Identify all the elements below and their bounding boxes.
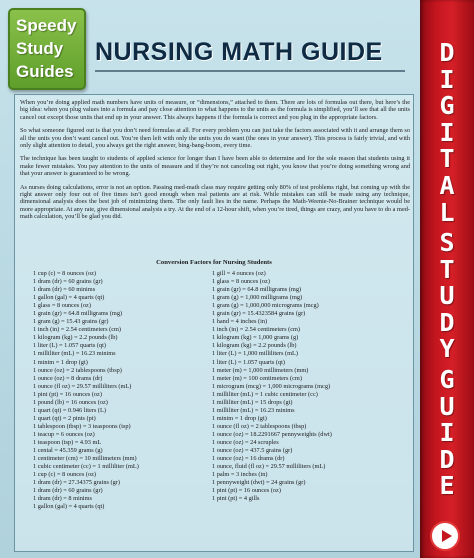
conversion-left-row: 1 quart (qt) = 0.946 liters (L) — [33, 406, 106, 414]
spine-letter: L — [439, 197, 455, 227]
logo-text-line-1: Speedy — [16, 16, 77, 35]
spine-band — [420, 0, 474, 558]
conversion-left-row: 1 minim = 1 drop (gt) — [33, 358, 88, 366]
conversion-right-row: 1 palm = 3 inches (in) — [212, 471, 268, 479]
conversion-left-row: 1 cental = 45.359 grams (g) — [33, 447, 103, 455]
intro-text — [20, 99, 410, 227]
intro-paragraph-2: So what someone figured out is that you don’t need formulas at all. For every problem you can just take the factors associated with it and arrange them so all the units you don’t want cancel out. You’re then left with only the units you do want (the ones in your answer). This process is fairly trivial, and with only slight attention to detail, you always get the right answer, bing-bang-boom, every time. — [20, 127, 410, 150]
intro-paragraph-4: As nurses doing calculations, error is not an option. Passing med-math class may require getting only 80% of test problems right, but coming up with the right answer only four out of five times isn’t good enough when real patients are at risk. While mistakes can still be made using any technique, dimensional analysis does the best job of minimizing them. The only fault lies in the name. Perhaps the Math-Weenie-No-Brainer technique would be more appropriate. At any rate, give dimensional analysis a try. At the end of a 12-hour shift, when you’re tired, things are crazy, and you have to do a med-math calculation, you’ll be glad you did. — [20, 183, 410, 221]
spine-title — [420, 40, 474, 500]
spine-letter: D — [439, 307, 455, 337]
conversion-right-row: 1 ounce (fl oz) = 2 tablespoons (tbsp) — [212, 422, 307, 430]
spine-letter: G — [439, 91, 455, 121]
conversion-right-row: 1 ounce (oz) = 16 drams (dr) — [212, 455, 285, 463]
spine-letter: U — [439, 391, 455, 421]
conversion-left-row: 1 cup (c) = 8 ounces (oz) — [33, 471, 96, 479]
conversion-left-row: 1 centimeter (cm) = 10 millimeters (mm) — [33, 455, 137, 463]
spine-letter: T — [439, 144, 455, 174]
conversion-right-row: 1 pint (pt) = 4 gills — [212, 495, 260, 503]
conversion-left-row: 1 cubic centimeter (cc) = 1 milliliter (mL) — [33, 463, 139, 471]
conversion-right-row: 1 ounce (oz) = 18.2291667 pennyweights (dwt) — [212, 430, 332, 438]
spine-letter: E — [439, 471, 455, 501]
conversion-left-row: 1 teacup = 6 ounces (oz) — [33, 430, 95, 438]
conversion-right-row: 1 kilogram (kg) = 1,000 grams (g) — [212, 334, 299, 342]
conversion-left-row: 1 grain (gr) = 64.8 milligrams (mg) — [33, 310, 123, 318]
conversion-left-row: 1 dram (dr) = 8 minims — [33, 495, 92, 503]
conversion-left-row: 1 tablespoon (tbsp) = 3 teaspoons (tsp) — [33, 422, 131, 430]
conversion-right-row: 1 meter (m) = 1,000 millimeters (mm) — [212, 366, 309, 374]
conversion-right-row: 1 inch (in) = 2.54 centimeters (cm) — [212, 326, 301, 334]
conversion-left-row: 1 dram (dr) = 60 grains (gr) — [33, 278, 103, 286]
title-underline — [95, 70, 405, 72]
conversion-left-row: 1 ounce (oz) = 8 drams (dr) — [33, 374, 103, 382]
cover-title: NURSING MATH GUIDE — [95, 38, 383, 66]
conversion-right-row: 1 meter (m) = 100 centimeters (cm) — [212, 374, 302, 382]
spine-letter: G — [439, 365, 455, 395]
conversion-right-row: 1 ounce (oz) = 437.5 grains (gr) — [212, 447, 293, 455]
conversion-right-row: 1 minim = 1 drop (gt) — [212, 414, 267, 422]
conversion-right-row: 1 gram (g) = 1,000 milligrams (mg) — [212, 294, 303, 302]
conversion-column-right — [212, 270, 412, 503]
conversion-right-row: 1 grain (gr) = 64.8 milligrams (mg) — [212, 286, 302, 294]
conversion-left-row: 1 dram (dr) = 60 grains (gr) — [33, 487, 103, 495]
conversion-left-row: 1 inch (in) = 2.54 centimeters (cm) — [33, 326, 122, 334]
conversion-right-row: 1 gill = 4 ounces (oz) — [212, 270, 266, 277]
spine-letter: Y — [439, 334, 455, 364]
logo-text-line-2: Study — [16, 39, 64, 58]
conversion-right-row: 1 liter (L) = 1,000 milliliters (mL) — [212, 350, 298, 358]
conversion-left-row: 1 gallon (gal) = 4 quarts (qt) — [33, 503, 105, 511]
conversion-left-row: 1 teaspoon (tsp) = 4.93 mL — [33, 438, 102, 446]
conversion-right-row: 1 hand = 4 inches (in) — [212, 318, 268, 326]
conversion-left-row: 1 quart (qt) = 2 pints (pt) — [33, 414, 96, 422]
conversion-left-row: 1 milliliter (mL) = 16.23 minims — [33, 350, 116, 358]
spine-letter: I — [439, 418, 455, 448]
conversion-right-row: 1 grain (gr) = 15.4323584 grains (gr) — [212, 310, 306, 318]
conversion-right-row: 1 kilogram (kg) = 2.2 pounds (lb) — [212, 342, 297, 350]
conversion-right-row: 1 milliliter (mL) = 16.23 minims — [212, 406, 295, 414]
spine-letter: T — [439, 254, 455, 284]
conversion-right-row: 1 pennyweight (dwt) = 24 grains (gr) — [212, 479, 306, 487]
conversion-left-row: 1 pound (lb) = 16 ounces (oz) — [33, 398, 108, 406]
conversion-column-left — [33, 270, 213, 511]
conversion-left-row: 1 gallon (gal) = 4 quarts (qt) — [33, 294, 105, 302]
speedy-study-guides-logo — [8, 8, 86, 90]
logo-text-line-3: Guides — [16, 62, 74, 81]
conversion-left-row: 1 pint (pt) = 16 ounces (oz) — [33, 390, 102, 398]
conversion-right-row: 1 milliliter (mL) = 15 drops (gt) — [212, 398, 293, 406]
conversion-right-row: 1 milliliter (mL) = 1 cubic centimeter (cc) — [212, 390, 318, 398]
spine-letter: D — [439, 38, 455, 67]
conversion-right-row: 1 microgram (mcg) = 1,000 micrograms (mcg) — [212, 382, 331, 390]
conversion-left-row: 1 dram (dr) = 60 minims — [33, 286, 96, 294]
conversion-right-row: 1 liter (L) = 1.057 quarts (qt) — [212, 358, 285, 366]
conversion-left-row: 1 gram (g) = 15.43 grains (gr) — [33, 318, 109, 326]
spine-letter: U — [439, 281, 455, 311]
conversion-left-row: 1 liter (L) = 1.057 quarts (qt) — [33, 342, 106, 350]
conversion-left-row: 1 cup (c) = 8 ounces (oz) — [33, 270, 96, 277]
conversion-left-row: 1 glass = 8 ounces (oz) — [33, 302, 91, 310]
conversion-right-row: 1 gram (g) = 1,000,000 micrograms (mcg) — [212, 302, 319, 310]
conversion-left-row: 1 dram (dr) = 27.34375 grains (gr) — [33, 479, 120, 487]
spine-letter: A — [439, 170, 455, 200]
conversion-right-row: 1 ounce (oz) = 24 scruples — [212, 438, 279, 446]
conversion-left-row: 1 kilogram (kg) = 2.2 pounds (lb) — [33, 334, 118, 342]
intro-paragraph-3: The technique has been taught to students of applied science for longer than I have been able to determine and for the sole reason that students using it make fewer mistakes. You pay attention to the units of measure and if they’re not canceling out right, you know that you’re doing something wrong and that your answer is guaranteed to be wrong. — [20, 155, 410, 178]
spine-letter: S — [439, 228, 455, 258]
spine-letter: I — [439, 117, 455, 147]
conversion-left-row: 1 ounce (fl oz) = 29.57 milliliters (mL) — [33, 382, 132, 390]
conversion-right-row: 1 ounce, fluid (fl oz) = 29.57 milliliters (mL) — [212, 463, 326, 471]
spine-badge — [430, 521, 460, 551]
intro-paragraph-1: When you’re doing applied math numbers have units of measure, or “dimensions,” attached to them. There are lots of formulas out there, but here’s the big idea: when you plug values into a formula and pay close attention to what happens to the units as the formula is simplified, you’ll see that all the units cancel out except those units that end up in your answer. This always happens if the formula is correct and you plug in the appropriate factors. — [20, 99, 410, 121]
conversion-table-title: Conversion Factors for Nursing Students — [156, 259, 272, 266]
conversion-right-row: 1 pint (pt) = 16 ounces (oz) — [212, 487, 281, 495]
conversion-left-row: 1 ounce (oz) = 2 tablespoons (tbsp) — [33, 366, 122, 374]
conversion-right-row: 1 glass = 8 ounces (oz) — [212, 278, 270, 286]
play-icon — [442, 530, 452, 542]
spine-letter: I — [439, 64, 455, 94]
spine-letter: D — [439, 444, 455, 474]
